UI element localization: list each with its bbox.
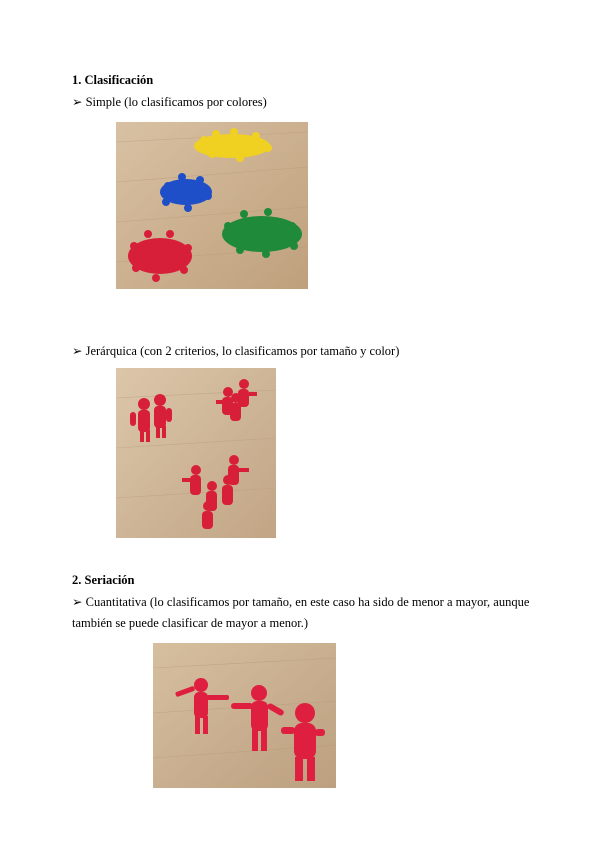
arrow-bullet-icon: ➢	[72, 595, 83, 609]
list-item-text: Simple (lo clasificamos por colores)	[85, 95, 267, 109]
photo-hierarchical-classification	[116, 368, 276, 538]
list-item-simple	[72, 94, 267, 110]
list-item-text: Jerárquica (con 2 criterios, lo clasificamos por tamaño y color)	[85, 344, 400, 358]
list-item-cuantitativa-continuation: también se puede clasificar de mayor a menor.)	[72, 616, 309, 630]
list-item-text-line1: Cuantitativa (lo clasificamos por tamaño, en este caso ha sido de menor a mayor, aunque	[85, 595, 530, 609]
photo-color-classification	[116, 122, 308, 289]
arrow-bullet-icon: ➢	[72, 344, 83, 358]
arrow-bullet-icon: ➢	[72, 95, 83, 109]
photo-quantitative-seriation	[153, 643, 336, 788]
section-heading-seriacion: 2. Seriación	[72, 573, 135, 587]
list-item-jerarquica	[72, 343, 399, 359]
section-heading-clasificacion: 1. Clasificación	[72, 73, 154, 87]
list-item-cuantitativa	[72, 594, 529, 610]
